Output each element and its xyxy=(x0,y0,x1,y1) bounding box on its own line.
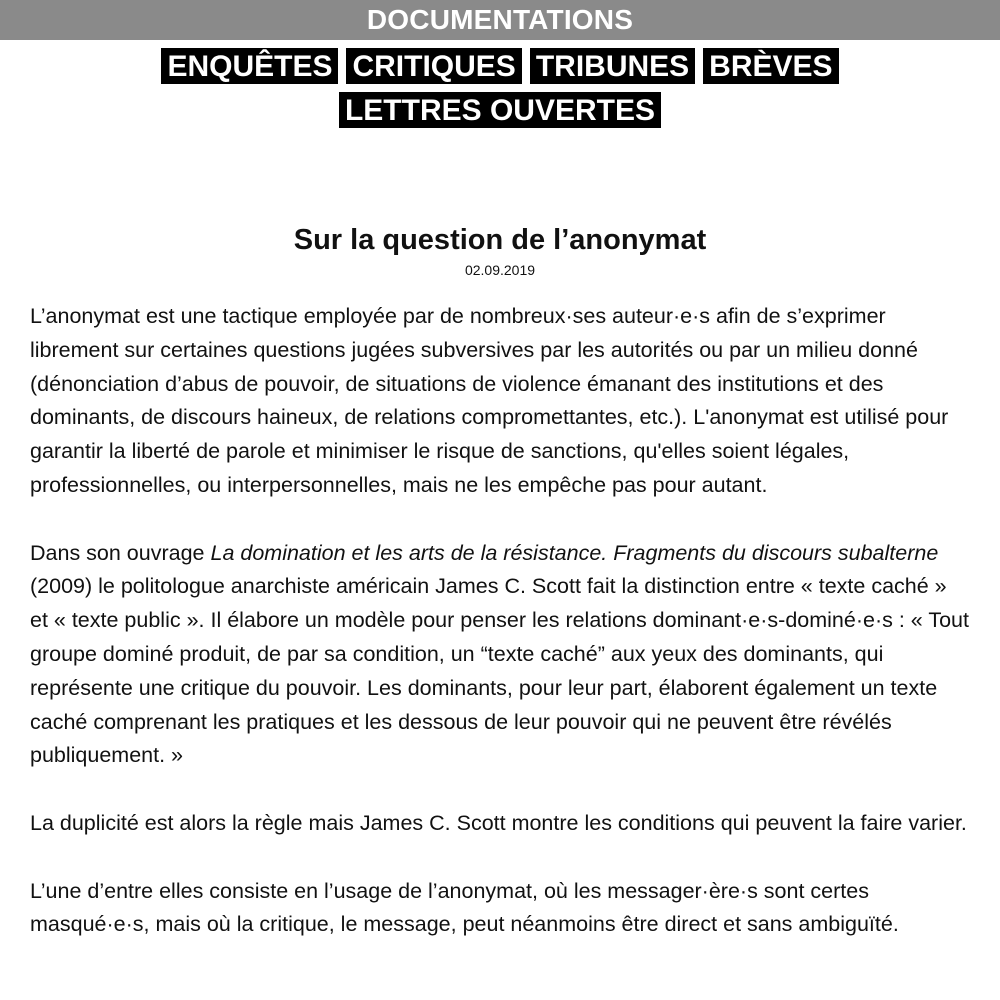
nav-link-enquetes[interactable]: ENQUÊTES xyxy=(161,48,338,84)
category-nav-row-2 xyxy=(339,92,661,128)
paragraph-spacer xyxy=(30,841,970,875)
paragraph-spacer xyxy=(30,503,970,537)
article-paragraph-1: L’anonymat est une tactique employée par de nombreux·ses auteur·e·s afin de s’exprimer librement sur certaines questions jugées subversives par les autorités ou par un milieu donné (dénonciation d’abus de pouvoir, de situations de violence émanant des institutions et des dominants, de discours haineux, de relations compromettantes, etc.). L'anonymat est utilisé pour garantir la liberté de parole et minimiser le risque de sanctions, qu'elles soient légales, professionnelles, ou interpersonnelles, mais ne les empêche pas pour autant. xyxy=(30,304,949,497)
article-paragraph-3: La duplicité est alors la règle mais James C. Scott montre les conditions qui peuvent la faire varier. xyxy=(30,810,967,835)
article-paragraph-2 xyxy=(30,537,970,774)
paragraph-spacer xyxy=(30,773,970,807)
category-nav xyxy=(0,48,1000,128)
top-bar xyxy=(0,0,1000,40)
nav-link-critiques[interactable]: CRITIQUES xyxy=(346,48,521,84)
nav-link-lettres-ouvertes[interactable]: LETTRES OUVERTES xyxy=(339,92,661,128)
book-title: La domination et les arts de la résistance. Fragments du discours subalterne xyxy=(210,540,939,565)
article-date: 02.09.2019 xyxy=(464,262,536,278)
category-nav-row-1 xyxy=(161,48,838,84)
article-paragraph-4: L’une d’entre elles consiste en l’usage de l’anonymat, où les messager·ère·s sont certes masqué·e·s, mais où la critique, le message, peut néanmoins être direct et sans ambiguïté. xyxy=(30,878,899,937)
article-title: Sur la question de l’anonymat xyxy=(293,224,707,256)
documentations-link[interactable]: DOCUMENTATIONS xyxy=(366,4,634,35)
paragraph-2-body: (2009) le politologue anarchiste américain James C. Scott fait la distinction entre « texte caché » et « texte public ». Il élabore un modèle pour penser les relations dominant·e·s-dominé·e·s : « Tout groupe dominé produit, de par sa condition, un “texte caché” aux yeux des dominants, qui représente une critique du pouvoir. Les dominants, pour leur part, élaborent également un texte caché comprenant les pratiques et les dessous de leur pouvoir qui ne peuvent être révélés publiquement. » xyxy=(30,574,969,768)
article xyxy=(0,222,1000,942)
nav-link-tribunes[interactable]: TRIBUNES xyxy=(530,48,695,84)
paragraph-2-intro: Dans son ouvrage xyxy=(30,540,211,565)
nav-link-breves[interactable]: BRÈVES xyxy=(703,48,838,84)
